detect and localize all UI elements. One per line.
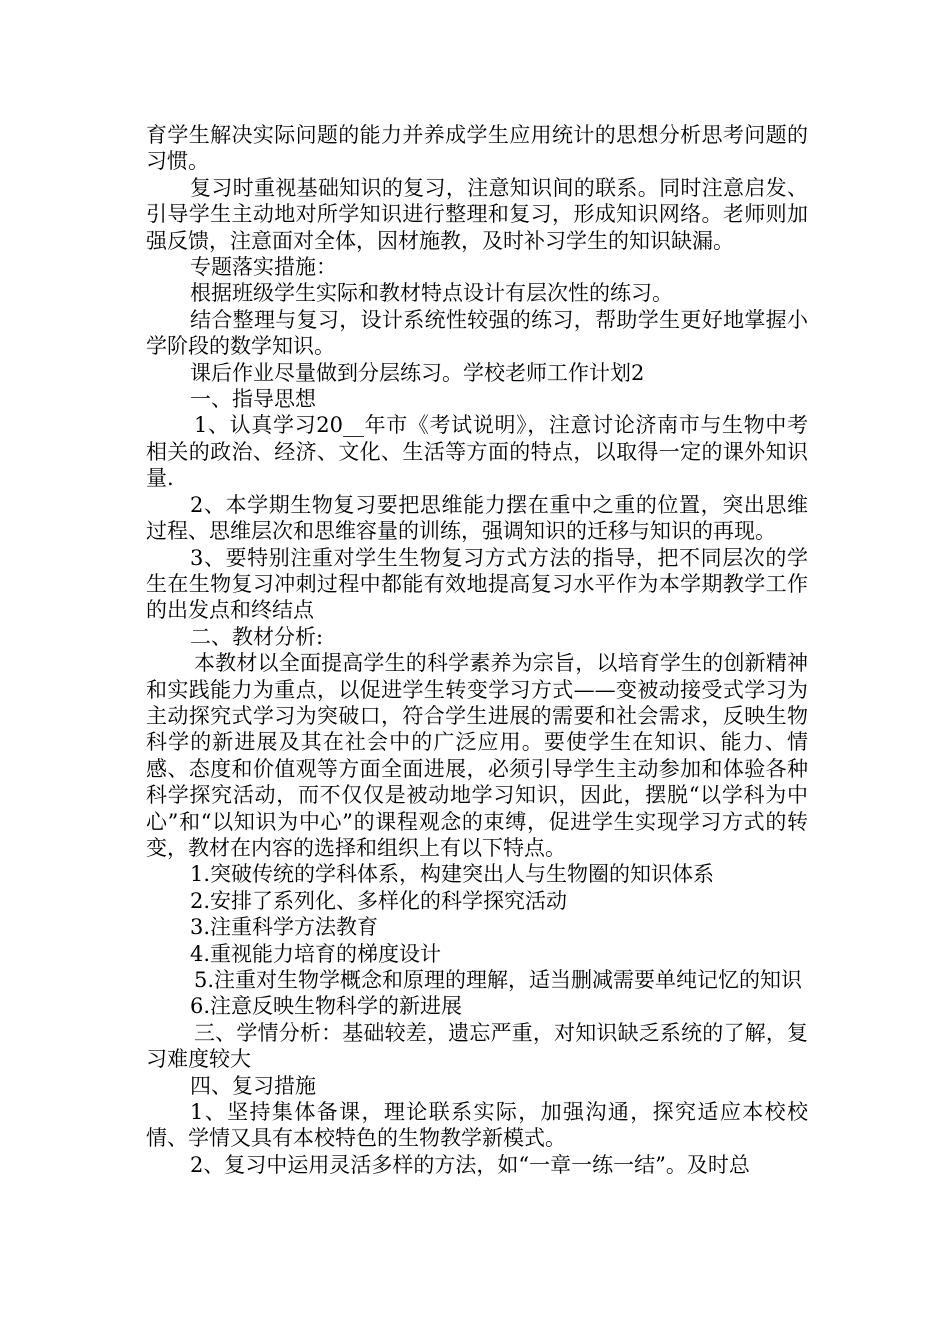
paragraph-10: 3、要特别注重对学生生物复习方式方法的指导，把不同层次的学生在生物复习冲刺过程中都能有效地提高复习水平作为本学期教学工作的出发点和终结点	[146, 545, 808, 623]
paragraph-4: 根据班级学生实际和教材特点设计有层次性的练习。	[190, 281, 673, 306]
document-body	[146, 122, 808, 1178]
paragraph-9: 2、本学期生物复习要把思维能力摆在重中之重的位置，突出思维过程、思维层次和思维容量的训练，强调知识的迁移与知识的再现。	[146, 492, 808, 544]
list-item-6: 6.注意反映生物科学的新进展	[190, 994, 463, 1019]
section-heading-2: 二、教材分析:	[190, 624, 324, 649]
paragraph-6: 课后作业尽量做到分层练习。学校老师工作计划2	[190, 360, 645, 385]
paragraph-21: 1、坚持集体备课，理论联系实际，加强沟通，探究适应本校校情、学情又具有本校特色的生物教学新模式。	[146, 1100, 808, 1151]
list-item-3: 3.注重科学方法教育	[190, 915, 379, 940]
section-heading-3: 三、学情分析：基础较差，遗忘严重，对知识缺乏系统的了解，复习难度较大	[146, 1020, 808, 1072]
paragraph-1: 育学生解决实际问题的能力并养成学生应用统计的思想分析思考问题的习惯。	[146, 123, 808, 174]
section-heading-1: 一、指导思想	[190, 387, 316, 412]
paragraph-2: 复习时重视基础知识的复习，注意知识间的联系。同时注意启发、引导学生主动地对所学知识进行整理和复习，形成知识网络。老师则加强反馈，注意面对全体，因材施教，及时补习学生的知识缺漏。	[146, 175, 808, 253]
section-heading-4: 四、复习措施	[190, 1073, 316, 1098]
list-item-1: 1.突破传统的学科体系，构建突出人与生物圈的知识体系	[190, 862, 715, 887]
paragraph-3: 专题落实措施：	[190, 255, 337, 280]
paragraph-12: 本教材以全面提高学生的科学素养为宗旨，以培育学生的创新精神和实践能力为重点，以促进学生转变学习方式——变被动接受式学习为主动探究式学习为突破口，符合学生进展的需要和社会需求，反映生物科学的新进展及其在社会中的广泛应用。要使学生在知识、能力、情感、态度和价值观等方面全面进展，必须引导学生主动参加和体验各种科学探究活动，而不仅仅是被动地学习知识，因此，摆脱“以学科为中心”和“以知识为中心”的课程观念的束缚，促进学生实现学习方式的转变，教材在内容的选择和组织上有以下特点。	[146, 651, 808, 860]
paragraph-5: 结合整理与复习，设计系统性较强的练习，帮助学生更好地掌握小学阶段的数学知识。	[146, 307, 808, 359]
paragraph-22: 2、复习中运用灵活多样的方法，如“一章一练一结”。及时总	[190, 1152, 750, 1177]
list-item-2: 2.安排了系列化、多样化的科学探究活动	[190, 888, 568, 913]
list-item-4: 4.重视能力培育的梯度设计	[190, 941, 442, 966]
paragraph-8: 1、认真学习20__年市《考试说明》，注意讨论济南市与生物中考相关的政治、经济、文化、生活等方面的特点，以取得一定的课外知识量.	[146, 413, 808, 491]
list-item-5: 5.注重对生物学概念和原理的理解，适当删减需要单纯记忆的知识	[194, 968, 803, 992]
